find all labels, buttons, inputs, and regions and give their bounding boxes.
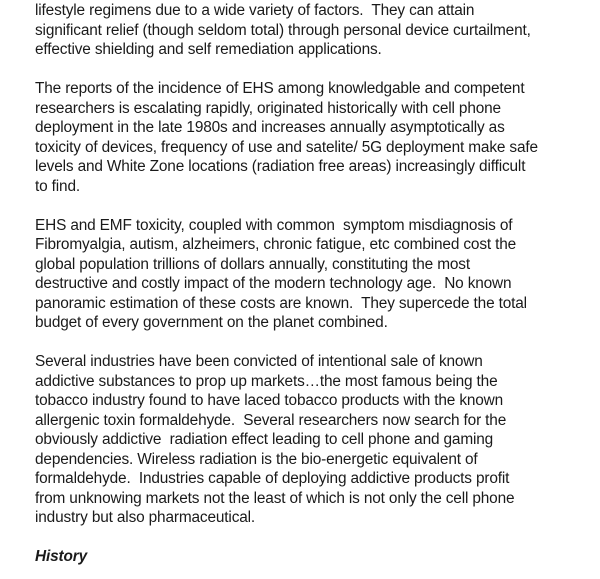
text-line: Several industries have been convicted of intentional sale of known	[35, 353, 483, 370]
paragraph-relief	[35, 1, 595, 60]
text-line: lifestyle regimens due to a wide variety of factors. They can attain	[35, 2, 475, 19]
text-line: toxicity of devices, frequency of use and satelite/ 5G deployment make safe	[35, 138, 538, 156]
paragraph-incidence	[35, 79, 595, 196]
text-line: levels and White Zone locations (radiation free areas) increasingly difficult	[35, 158, 526, 175]
text-line: industry but also pharmaceutical.	[35, 509, 256, 526]
section-heading-history: History	[35, 548, 87, 565]
text-line: deployment in the late 1980s and increases annually asymptotically as	[35, 119, 505, 136]
text-line: destructive and costly impact of the modern technology age. No known	[35, 275, 512, 292]
text-line: researchers is escalating rapidly, originated historically with cell phone	[35, 99, 501, 117]
text-line: allergenic toxin formaldehyde. Several researchers now search for the	[35, 411, 507, 429]
text-line: from unknowing markets not the least of which is not only the cell phone	[35, 489, 515, 507]
text-line: to find.	[35, 177, 81, 195]
paragraph-industries	[35, 352, 595, 528]
text-line: tobacco industry found to have laced tobacco products with the known	[35, 392, 504, 409]
text-line: EHS and EMF toxicity, coupled with common symptom misdiagnosis of	[35, 216, 513, 234]
text-line: panoramic estimation of these costs are known. They supercede the total	[35, 294, 527, 312]
text-line: effective shielding and self remediation applications.	[35, 41, 382, 58]
text-line: global population trillions of dollars annually, constituting the most	[35, 255, 470, 273]
text-line: Fibromyalgia, autism, alzheimers, chronic fatigue, etc combined cost the	[35, 236, 517, 253]
paragraph-costs	[35, 216, 595, 333]
text-line: significant relief (though seldom total) through personal device curtailment,	[35, 21, 531, 39]
text-line: The reports of the incidence of EHS among knowledgable and competent	[35, 80, 525, 97]
text-line: obviously addictive radiation effect leading to cell phone and gaming	[35, 431, 494, 448]
text-line: addictive substances to prop up markets…the most famous being the	[35, 372, 498, 390]
document-page	[35, 1, 595, 567]
text-line: budget of every government on the planet combined.	[35, 314, 388, 331]
text-line: formaldehyde. Industries capable of deploying addictive products profit	[35, 470, 510, 487]
text-line: dependencies. Wireless radiation is the bio-energetic equivalent of	[35, 450, 478, 468]
